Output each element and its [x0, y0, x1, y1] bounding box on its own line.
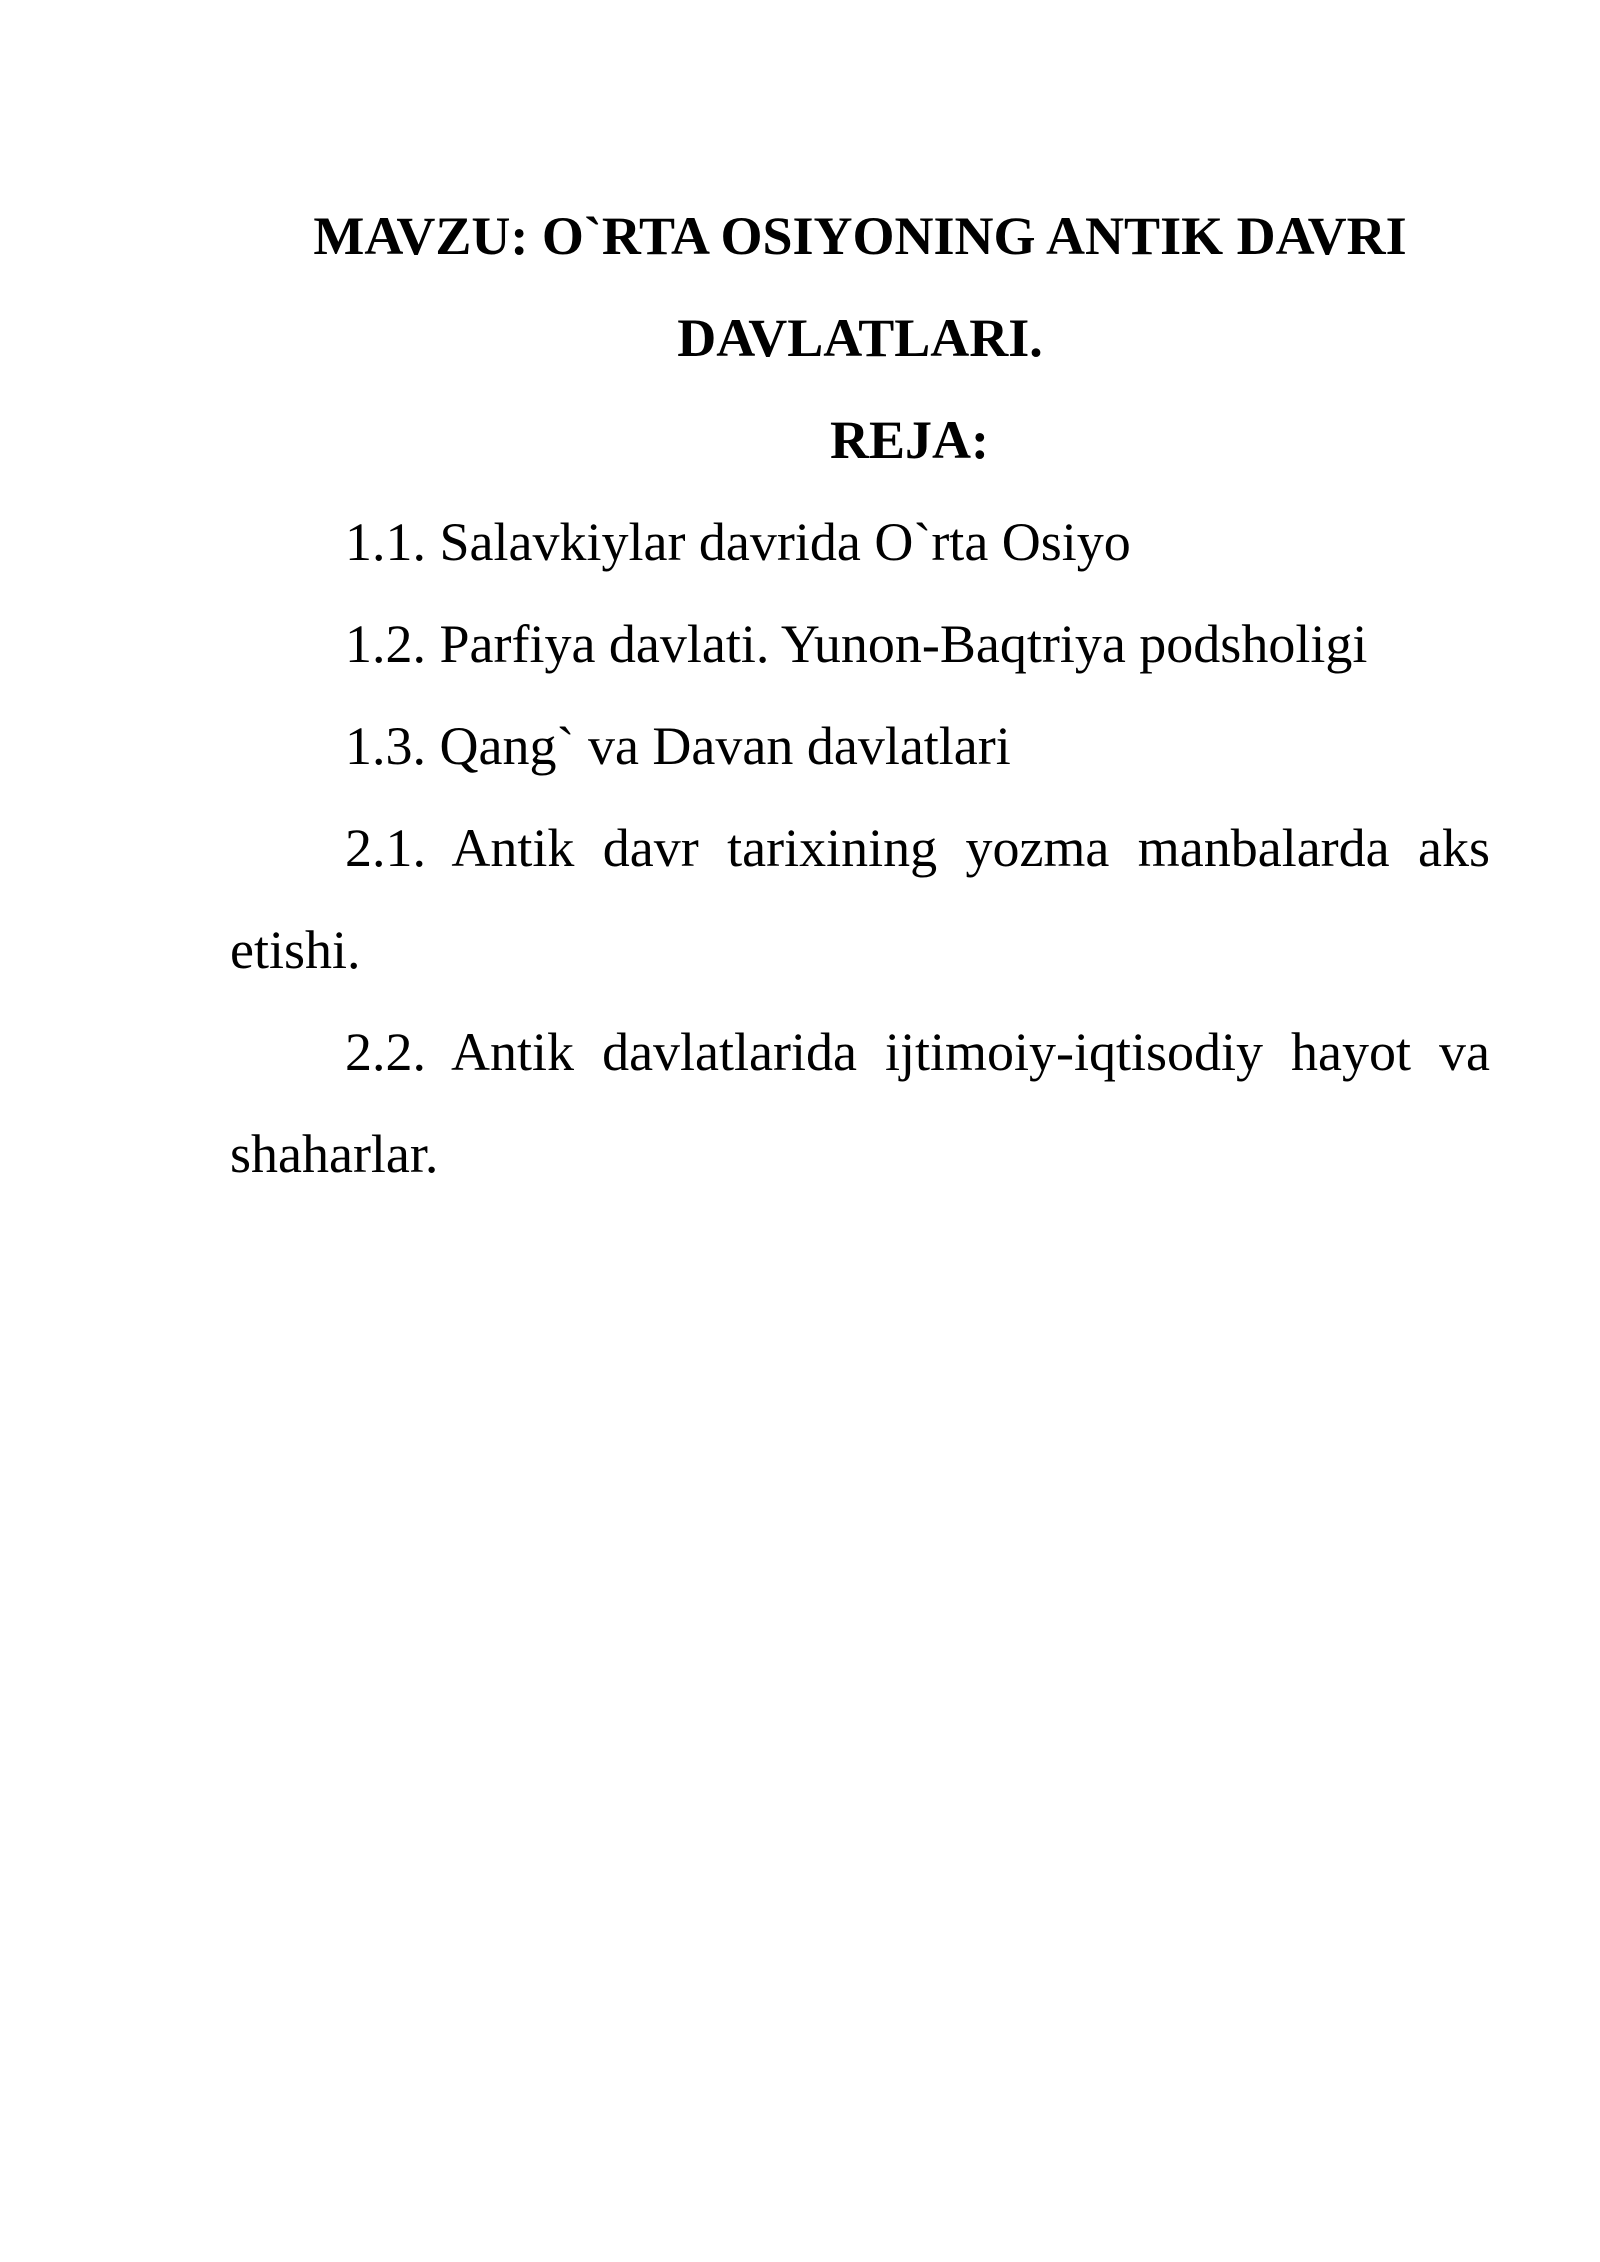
document-title [230, 185, 1490, 389]
plan-heading: REJA: [830, 410, 989, 470]
plan-item-1-1: 1.1. Salavkiylar davrida O`rta Osiyo [345, 512, 1131, 572]
plan-item-2-2: 2.2. Antik davlatlarida ijtimoiy-iqtisodiy hayot va shaharlar. [230, 1022, 1490, 1184]
title-line-1: MAVZU: O`RTA OSIYONING ANTIK DAVRI [313, 206, 1407, 266]
plan-list [230, 491, 1490, 1205]
plan-item-1-2: 1.2. Parfiya davlati. Yunon-Baqtriya podsholigi [345, 614, 1368, 674]
title-line-2: DAVLATLARI. [677, 308, 1043, 368]
plan-item-2-1: 2.1. Antik davr tarixining yozma manbalarda aks etishi. [230, 818, 1490, 980]
document-content [230, 185, 1490, 1205]
plan-item-1-3: 1.3. Qang` va Davan davlatlari [345, 716, 1011, 776]
